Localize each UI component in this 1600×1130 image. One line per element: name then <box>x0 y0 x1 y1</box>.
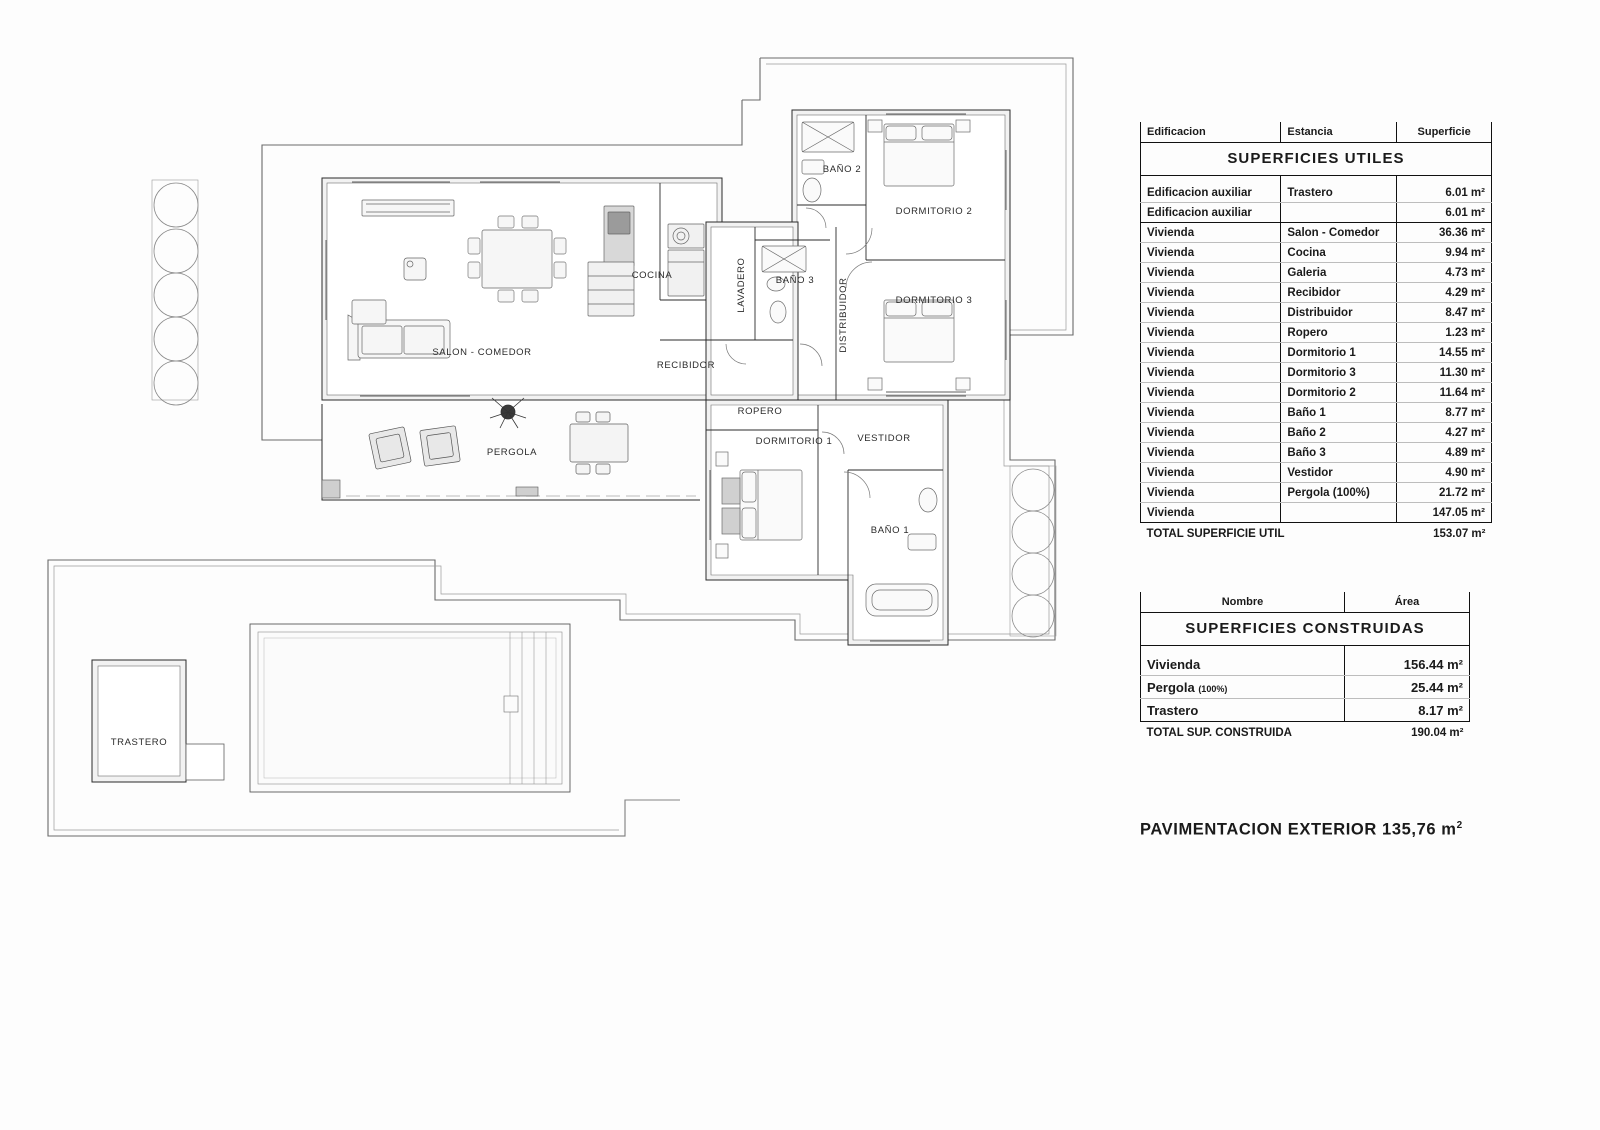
utiles-title: SUPERFICIES UTILES <box>1141 143 1492 176</box>
cell-estancia: Galeria <box>1281 263 1397 283</box>
table-superficies-utiles <box>1140 122 1492 544</box>
cell-edificacion: Vivienda <box>1141 423 1281 443</box>
cell-estancia: Dormitorio 3 <box>1281 363 1397 383</box>
table-row <box>1141 403 1492 423</box>
cell-nombre: Vivienda <box>1141 653 1345 676</box>
label-bano-2: BAÑO 2 <box>822 164 862 175</box>
cell-edificacion: Vivienda <box>1141 363 1281 383</box>
cell-edificacion: Vivienda <box>1141 463 1281 483</box>
label-cocina: COCINA <box>631 270 673 281</box>
cell-edificacion: Edificacion auxiliar <box>1141 203 1281 223</box>
construidas-header-area: Área <box>1344 592 1469 613</box>
cell-superficie: 11.30 m² <box>1397 363 1492 383</box>
cell-area: 156.44 m² <box>1344 653 1469 676</box>
table-row <box>1141 676 1470 699</box>
cell-nombre: Pergola <box>1147 679 1195 695</box>
construidas-total-row <box>1141 722 1470 743</box>
label-ropero: ROPERO <box>737 406 783 417</box>
cell-edificacion: Vivienda <box>1141 483 1281 503</box>
cell-area: 25.44 m² <box>1344 676 1469 699</box>
label-salon-comedor: SALON - COMEDOR <box>432 347 532 358</box>
cell-edificacion: Vivienda <box>1141 303 1281 323</box>
cell-estancia: Baño 3 <box>1281 443 1397 463</box>
utiles-total-row <box>1141 523 1492 544</box>
cell-edificacion: Vivienda <box>1141 503 1281 523</box>
entrance-path <box>625 800 680 836</box>
cell-superficie: 4.89 m² <box>1397 443 1492 463</box>
cell-edificacion: Vivienda <box>1141 443 1281 463</box>
cell-estancia: Dormitorio 2 <box>1281 383 1397 403</box>
cell-superficie: 6.01 m² <box>1397 203 1492 223</box>
label-lavadero: LAVADERO <box>736 257 747 313</box>
label-trastero: TRASTERO <box>110 737 168 748</box>
pavimentacion-text: PAVIMENTACION EXTERIOR 135,76 m <box>1140 820 1457 839</box>
table-row <box>1141 443 1492 463</box>
cell-estancia: Cocina <box>1281 243 1397 263</box>
cell-nombre: Trastero <box>1141 699 1345 722</box>
cell-estancia <box>1281 503 1397 523</box>
table-row <box>1141 423 1492 443</box>
cell-edificacion: Vivienda <box>1141 223 1281 243</box>
table-row <box>1141 263 1492 283</box>
cell-estancia: Baño 1 <box>1281 403 1397 423</box>
cell-superficie: 4.90 m² <box>1397 463 1492 483</box>
swimming-pool <box>250 624 570 792</box>
cell-superficie: 36.36 m² <box>1397 223 1492 243</box>
cell-estancia: Salon - Comedor <box>1281 223 1397 243</box>
label-bano-3: BAÑO 3 <box>775 275 815 286</box>
cell-estancia <box>1281 203 1397 223</box>
table-row <box>1141 283 1492 303</box>
table-row <box>1141 463 1492 483</box>
house-walls <box>322 110 1010 645</box>
table-row <box>1141 653 1470 676</box>
cell-superficie: 6.01 m² <box>1397 183 1492 203</box>
cell-superficie: 1.23 m² <box>1397 323 1492 343</box>
cell-estancia: Baño 2 <box>1281 423 1397 443</box>
cell-estancia: Vestidor <box>1281 463 1397 483</box>
cell-superficie: 21.72 m² <box>1397 483 1492 503</box>
table-row <box>1141 303 1492 323</box>
table-row <box>1141 343 1492 363</box>
label-dormitorio-1: DORMITORIO 1 <box>755 436 833 447</box>
cell-edificacion: Vivienda <box>1141 343 1281 363</box>
construidas-header-nombre: Nombre <box>1141 592 1345 613</box>
table-row <box>1141 323 1492 343</box>
utiles-header-superficie: Superficie <box>1397 122 1492 143</box>
cell-estancia: Distribuidor <box>1281 303 1397 323</box>
table-row <box>1141 699 1470 722</box>
utiles-total-label: TOTAL SUPERFICIE UTIL <box>1146 528 1285 540</box>
cell-estancia: Pergola (100%) <box>1281 483 1397 503</box>
label-dormitorio-2: DORMITORIO 2 <box>895 206 973 217</box>
cell-edificacion: Vivienda <box>1141 283 1281 303</box>
cell-estancia: Ropero <box>1281 323 1397 343</box>
cell-edificacion: Vivienda <box>1141 403 1281 423</box>
pavimentacion-superscript: 2 <box>1456 820 1463 831</box>
label-vestidor: VESTIDOR <box>857 433 911 444</box>
cell-superficie: 4.29 m² <box>1397 283 1492 303</box>
cell-superficie: 4.73 m² <box>1397 263 1492 283</box>
cell-edificacion: Vivienda <box>1141 243 1281 263</box>
construidas-total-label: TOTAL SUP. CONSTRUIDA <box>1146 727 1292 739</box>
table-row <box>1141 483 1492 503</box>
table-superficies-construidas <box>1140 592 1470 743</box>
cell-superficie: 4.27 m² <box>1397 423 1492 443</box>
cell-superficie: 8.47 m² <box>1397 303 1492 323</box>
cell-edificacion: Edificacion auxiliar <box>1141 183 1281 203</box>
cell-superficie: 8.77 m² <box>1397 403 1492 423</box>
cell-edificacion: Vivienda <box>1141 383 1281 403</box>
utiles-header-edificacion: Edificacion <box>1141 122 1281 143</box>
cell-superficie: 14.55 m² <box>1397 343 1492 363</box>
table-row <box>1141 243 1492 263</box>
utiles-header-estancia: Estancia <box>1281 122 1397 143</box>
label-distribuidor: DISTRIBUIDOR <box>838 277 849 353</box>
cell-superficie: 9.94 m² <box>1397 243 1492 263</box>
table-row <box>1141 503 1492 523</box>
cell-estancia: Dormitorio 1 <box>1281 343 1397 363</box>
label-dormitorio-3: DORMITORIO 3 <box>895 295 973 306</box>
cell-edificacion: Vivienda <box>1141 263 1281 283</box>
table-row <box>1141 223 1492 243</box>
label-bano-1: BAÑO 1 <box>870 525 910 536</box>
landscaping-left <box>152 180 198 405</box>
cell-estancia: Trastero <box>1281 183 1397 203</box>
table-row <box>1141 383 1492 403</box>
label-recibidor: RECIBIDOR <box>656 360 716 371</box>
table-row <box>1141 203 1492 223</box>
cell-estancia: Recibidor <box>1281 283 1397 303</box>
trastero-building <box>92 660 224 782</box>
construidas-total-value: 190.04 m² <box>1411 727 1464 739</box>
utiles-total-value: 153.07 m² <box>1433 528 1486 540</box>
construidas-title: SUPERFICIES CONSTRUIDAS <box>1141 613 1470 646</box>
pavimentacion-exterior-note <box>1140 820 1463 840</box>
cell-superficie: 11.64 m² <box>1397 383 1492 403</box>
table-row <box>1141 183 1492 203</box>
cell-nombre-pct: (100%) <box>1198 683 1228 694</box>
cell-superficie: 147.05 m² <box>1397 503 1492 523</box>
cell-area: 8.17 m² <box>1344 699 1469 722</box>
table-row <box>1141 363 1492 383</box>
label-pergola: PERGOLA <box>486 447 538 458</box>
cell-edificacion: Vivienda <box>1141 323 1281 343</box>
